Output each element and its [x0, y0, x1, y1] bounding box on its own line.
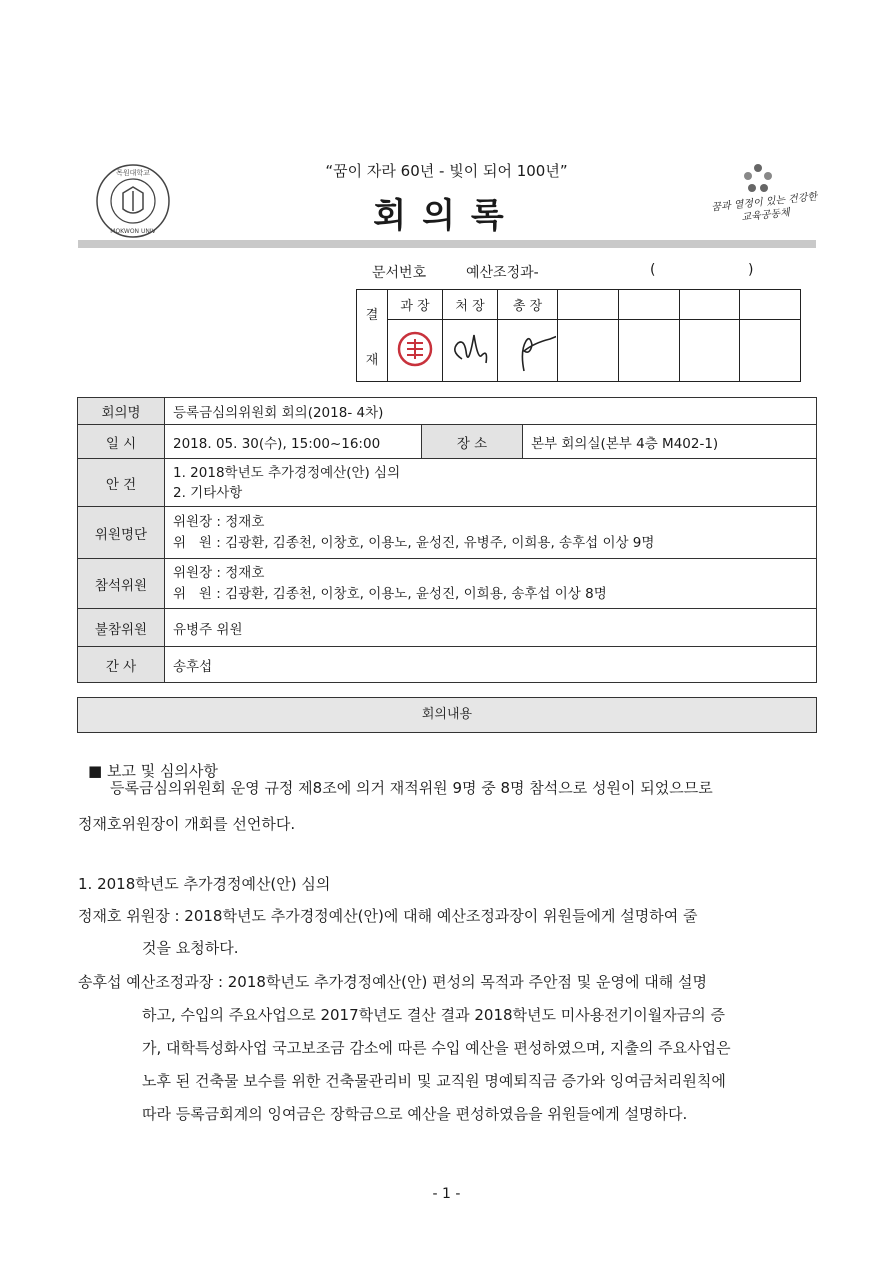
absent-label: 불참위원 [78, 609, 165, 647]
signature-mark [444, 321, 496, 377]
secretary-name: 송후섭 [165, 647, 817, 683]
approval-role-5 [619, 290, 680, 320]
approval-side-label: 결 재 [357, 290, 388, 382]
agenda-label: 안 건 [78, 459, 165, 507]
slogan: “꿈이 자라 60년 - 빛이 되어 100년” [325, 162, 568, 180]
doc-number-label: 문서번호 [372, 265, 427, 281]
datetime-label: 일 시 [78, 425, 165, 459]
doc-number-value: 예산조정과- [466, 265, 539, 281]
approval-role-4 [558, 290, 619, 320]
page-title: 회의록 [373, 196, 520, 236]
approval-role-7 [740, 290, 801, 320]
paragraph-2-line-1: 송후섭 예산조정과장 : 2018학년도 추가경정예산(안) 편성의 목적과 주안점 및 운영에 대해 설명 [78, 973, 708, 991]
meeting-info-table [77, 397, 817, 683]
approval-signature-cell-1 [443, 320, 498, 382]
absent-members: 유병주 위원 [165, 609, 817, 647]
doc-number-paren-close: ) [748, 262, 754, 278]
agenda-item: 1. 2018학년도 추가경정예산(안) 심의 [173, 464, 401, 481]
paragraph-2-line-5: 따라 등록금회계의 잉여금은 장학금으로 예산을 편성하였음을 위원들에게 설명하다. [142, 1105, 688, 1123]
svg-text:목원대학교: 목원대학교 [116, 169, 150, 177]
attendees-list: 위원장 : 정재호 위 원 : 김광환, 김종천, 이창호, 이용노, 윤성진, 이희용, 송후섭 이상 8명 [165, 559, 817, 609]
attendees-label: 참석위원 [78, 559, 165, 609]
agenda-item: 2. 기타사항 [173, 484, 243, 501]
approval-role-1: 과 장 [388, 290, 443, 320]
paragraph-1-line-2: 것을 요청하다. [142, 939, 239, 957]
members-list: 위원장 : 정재호 위 원 : 김광환, 김종천, 이창호, 이용노, 윤성진, 유병주, 이희용, 송후섭 이상 9명 [165, 507, 817, 559]
approval-signature-cell-2 [498, 320, 558, 382]
doc-number-paren-open: ( [650, 262, 656, 278]
title-underline [78, 240, 816, 248]
paragraph-2-line-4: 노후 된 건축물 보수를 위한 건축물관리비 및 교직원 명예퇴직금 증가와 잉여금처리원칙에 [142, 1072, 726, 1090]
meeting-name-label: 회의명 [78, 398, 165, 425]
intro-line-2: 정재호위원장이 개회를 선언하다. [78, 815, 296, 833]
approval-role-6 [680, 290, 740, 320]
report-heading: ■ 보고 및 심의사항 [88, 762, 218, 780]
approval-role-3: 총 장 [498, 290, 558, 320]
paragraph-2-line-2: 하고, 수입의 주요사업으로 2017학년도 결산 결과 2018학년도 미사용전기이월자금의 증 [142, 1006, 725, 1024]
svg-text:MOKWON UNIV: MOKWON UNIV [110, 228, 156, 235]
agenda-list [165, 459, 817, 507]
place-label: 장 소 [422, 425, 523, 459]
paragraph-2-line-3: 가, 대학특성화사업 국고보조금 감소에 따른 수입 예산을 편성하였으며, 지출의 주요사업은 [142, 1039, 731, 1057]
meeting-name: 등록금심의위원회 회의(2018- 4차) [165, 398, 817, 425]
approval-table [356, 289, 801, 382]
item1-title: 1. 2018학년도 추가경정예산(안) 심의 [78, 875, 331, 893]
intro-line-1: 등록금심의위원회 운영 규정 제8조에 의거 재적위원 9명 중 8명 참석으로 성원이 되었으므로 [110, 779, 713, 797]
page-number: - 1 - [432, 1186, 461, 1202]
approval-role-2: 처 장 [443, 290, 498, 320]
emblem-slogan: 꿈과 열정이 있는 건강한 교육공동체 [710, 191, 818, 224]
red-seal-stamp [395, 329, 435, 369]
meeting-place: 본부 회의실(본부 4층 M402-1) [523, 425, 817, 459]
paragraph-1-line-1: 정재호 위원장 : 2018학년도 추가경정예산(안)에 대해 예산조정과장이 위원들에게 설명하여 줄 [78, 907, 698, 925]
members-label: 위원명단 [78, 507, 165, 559]
approval-stamp-cell [388, 320, 443, 382]
section-header-bar: 회의내용 [77, 697, 817, 733]
signature-mark [500, 321, 556, 377]
secretary-label: 간 사 [78, 647, 165, 683]
meeting-datetime: 2018. 05. 30(수), 15:00~16:00 [165, 425, 422, 459]
